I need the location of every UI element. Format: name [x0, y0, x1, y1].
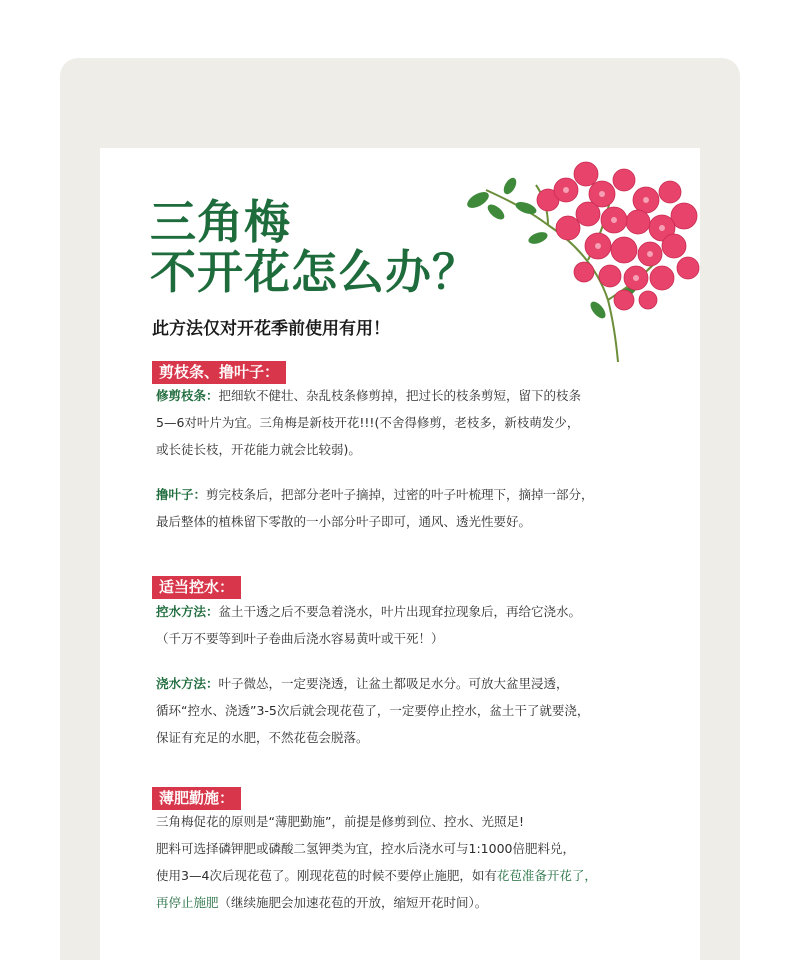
page-title-line-2: 不开花怎么办？ [150, 245, 479, 299]
paragraph-line: （千万不要等到叶子卷曲后浇水容易黄叶或干死！） [156, 631, 444, 646]
paragraph-text: 叶子微怂，一定要浇透，让盆土都吸足水分。可放大盆里浸透， [218, 676, 569, 691]
section-tag-fertilizing: 薄肥勤施： [152, 787, 241, 810]
paragraph-line [156, 670, 656, 697]
paragraph-text: 盆土干透之后不要急着浇水，叶片出现耷拉现象后，再给它浇水。 [218, 604, 582, 619]
section-tag-pruning: 剪枝条、撸叶子： [152, 361, 286, 384]
paragraph-line [156, 382, 656, 409]
paragraph-line: 肥料可选择磷钾肥或磷酸二氢钾类为宜，控水后浇水可与1:1000倍肥料兑， [156, 841, 575, 856]
paragraph-lead: 修剪枝条： [156, 388, 219, 403]
paragraph-fertilizing [156, 808, 656, 916]
paragraph-line [156, 481, 656, 508]
highlight-text: 再停止施肥 [156, 895, 219, 910]
section-tag-watering: 适当控水： [152, 576, 241, 599]
paragraph-text: 把细软不健壮、杂乱枝条修剪掉，把过长的枝条剪短，留下的枝条 [218, 388, 582, 403]
paragraph-line [156, 862, 656, 889]
paragraph-lead: 控水方法： [156, 604, 219, 619]
subtitle: 此方法仅对开花季前使用有用！ [152, 319, 390, 339]
paragraph-lead: 浇水方法： [156, 676, 219, 691]
paragraph-line: 循环“控水、浇透”3-5次后就会现花苞了，一定要停止控水，盆土干了就要浇， [156, 703, 590, 718]
paragraph-line: 保证有充足的水肥，不然花苞会脱落。 [156, 730, 369, 745]
page-title-line-1: 三角梅 [150, 195, 291, 249]
paragraph-water-control [156, 598, 656, 652]
paragraph-line: 或长徒长枝，开花能力就会比较弱)。 [156, 442, 361, 457]
paragraph-line: 三角梅促花的原则是“薄肥勤施”，前提是修剪到位、控水、光照足! [156, 814, 524, 829]
paragraph-line [156, 598, 656, 625]
highlight-text: 花苞准备开花了， [496, 868, 597, 883]
paragraph-line [156, 889, 656, 916]
paragraph-text: 使用3—4次后现花苞了。刚现花苞的时候不要停止施肥，如有 [156, 868, 497, 883]
paragraph-pruning [156, 382, 656, 463]
paragraph-leaf-stripping [156, 481, 656, 535]
paragraph-watering-method [156, 670, 656, 751]
paragraph-line: 最后整体的植株留下零散的一小部分叶子即可，通风、透光性要好。 [156, 514, 532, 529]
paragraph-line: 5—6对叶片为宜。三角梅是新枝开花!!!(不舍得修剪，老枝多，新枝萌发少， [156, 415, 580, 430]
paragraph-lead: 撸叶子： [156, 487, 207, 502]
paragraph-text: 剪完枝条后，把部分老叶子摘掉，过密的叶子叶梳理下，摘掉一部分， [206, 487, 594, 502]
bougainvillea-flower-icon [448, 150, 706, 365]
paragraph-text: （继续施肥会加速花苞的开放，缩短开花时间）。 [218, 895, 488, 910]
